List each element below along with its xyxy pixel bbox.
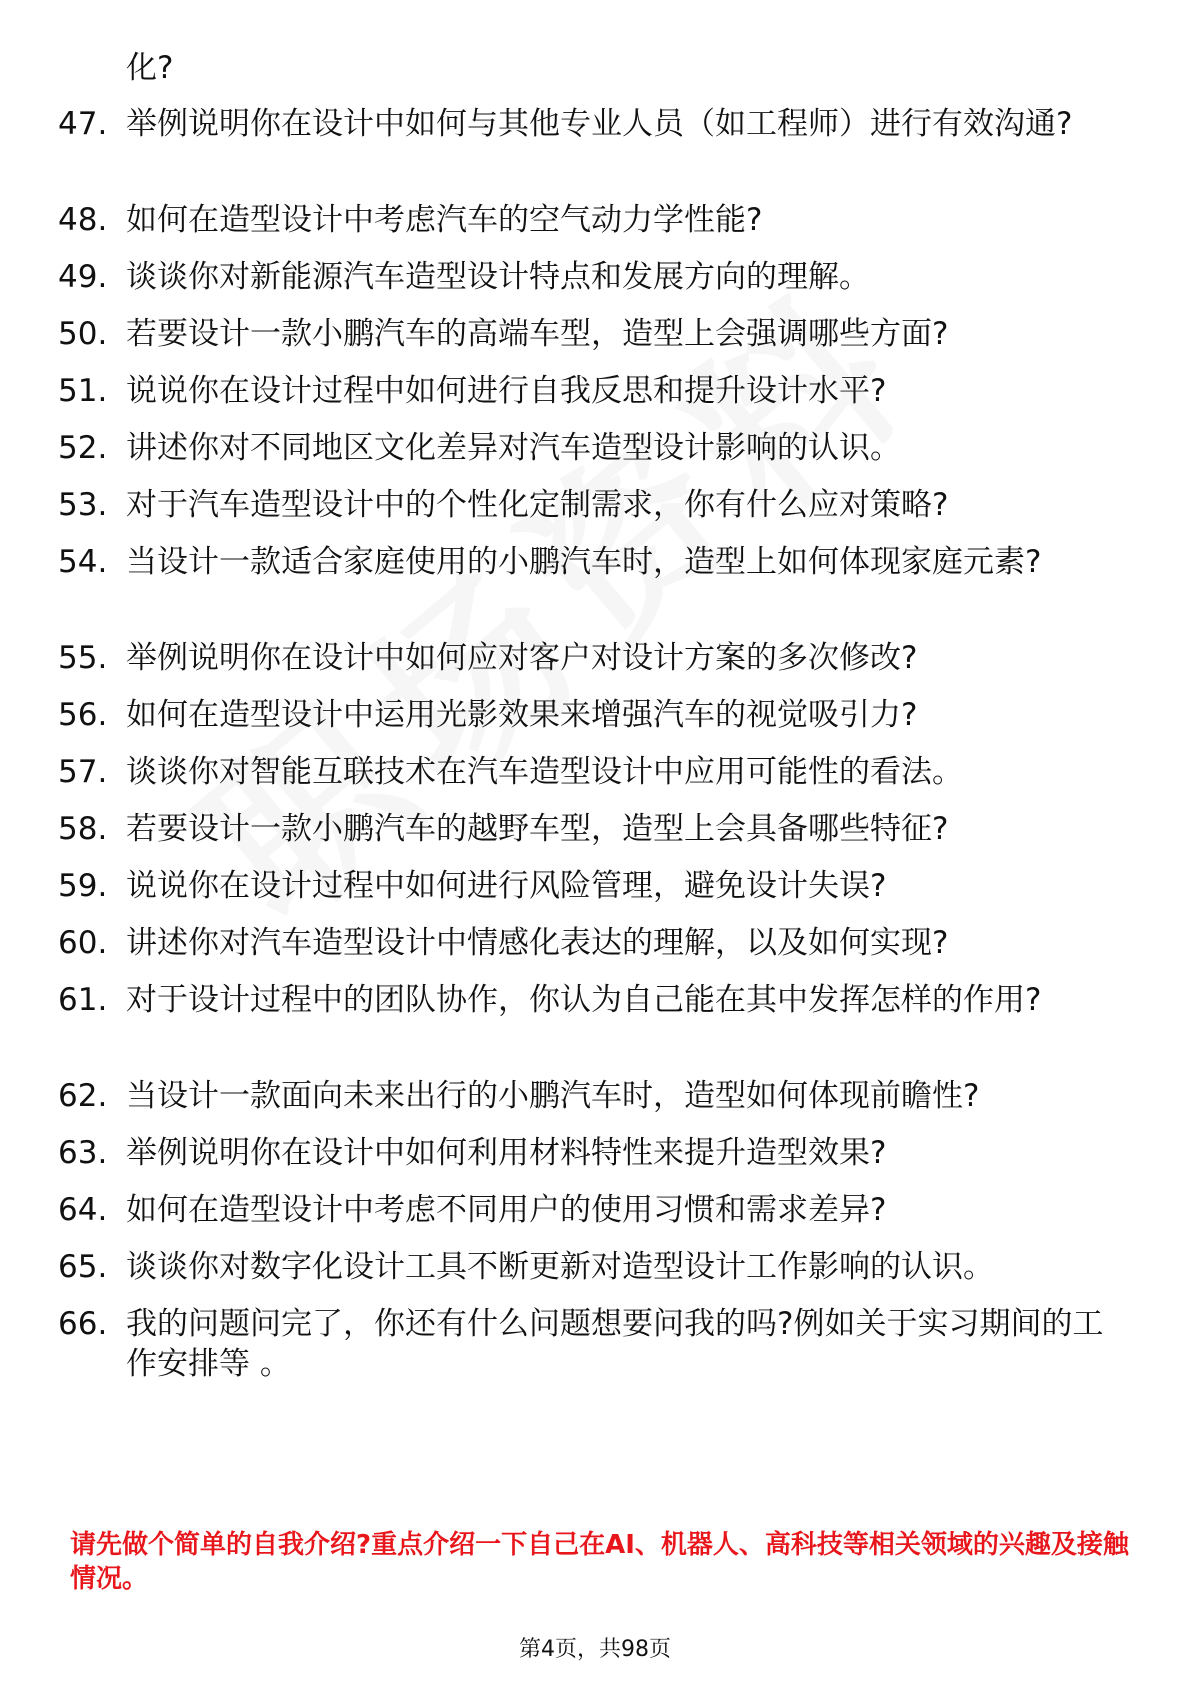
- question-text: 谈谈你对智能互联技术在汽车造型设计中应用可能性的看法。: [126, 754, 963, 790]
- question-text: 说说你在设计过程中如何进行风险管理，避免设计失误?: [126, 868, 887, 904]
- question-text: 举例说明你在设计中如何与其他专业人员（如工程师）进行有效沟通?: [126, 106, 1073, 142]
- question-continuation: 化?: [126, 50, 174, 86]
- question-text: 如何在造型设计中考虑不同用户的使用习惯和需求差异?: [126, 1192, 887, 1228]
- question-number: 50.: [58, 316, 108, 352]
- question-text: 讲述你对不同地区文化差异对汽车造型设计影响的认识。: [126, 430, 901, 466]
- question-number: 47.: [58, 106, 108, 142]
- question-number: 58.: [58, 811, 108, 847]
- question-text: 如何在造型设计中运用光影效果来增强汽车的视觉吸引力?: [126, 697, 918, 733]
- question-number: 53.: [58, 487, 108, 523]
- question-text: 讲述你对汽车造型设计中情感化表达的理解，以及如何实现?: [126, 925, 949, 961]
- question-number: 66.: [58, 1306, 108, 1342]
- question-text: 谈谈你对数字化设计工具不断更新对造型设计工作影响的认识。: [126, 1249, 994, 1285]
- question-text: 举例说明你在设计中如何应对客户对设计方案的多次修改?: [126, 640, 918, 676]
- question-number: 63.: [58, 1135, 108, 1171]
- question-text: 当设计一款面向未来出行的小鹏汽车时，造型如何体现前瞻性?: [126, 1078, 980, 1114]
- question-number: 49.: [58, 259, 108, 295]
- question-text: 若要设计一款小鹏汽车的越野车型，造型上会具备哪些特征?: [126, 811, 949, 847]
- question-number: 55.: [58, 640, 108, 676]
- question-text: 如何在造型设计中考虑汽车的空气动力学性能?: [126, 202, 763, 238]
- question-number: 52.: [58, 430, 108, 466]
- question-number: 54.: [58, 544, 108, 580]
- question-number: 62.: [58, 1078, 108, 1114]
- question-text: 若要设计一款小鹏汽车的高端车型，造型上会强调哪些方面?: [126, 316, 949, 352]
- question-number: 57.: [58, 754, 108, 790]
- question-number: 61.: [58, 982, 108, 1018]
- question-number: 59.: [58, 868, 108, 904]
- question-text: 说说你在设计过程中如何进行自我反思和提升设计水平?: [126, 373, 887, 409]
- highlighted-question: 请先做个简单的自我介绍?重点介绍一下自己在AI、机器人、高科技等相关领域的兴趣及接触情况。: [70, 1530, 1129, 1594]
- question-text: 谈谈你对新能源汽车造型设计特点和发展方向的理解。: [126, 259, 870, 295]
- question-number: 51.: [58, 373, 108, 409]
- question-number: 56.: [58, 697, 108, 733]
- question-text: 当设计一款适合家庭使用的小鹏汽车时，造型上如何体现家庭元素?: [126, 544, 1042, 580]
- question-text: 对于设计过程中的团队协作，你认为自己能在其中发挥怎样的作用?: [126, 982, 1042, 1018]
- question-number: 60.: [58, 925, 108, 961]
- question-number: 64.: [58, 1192, 108, 1228]
- question-text: 举例说明你在设计中如何利用材料特性来提升造型效果?: [126, 1135, 887, 1171]
- question-number: 65.: [58, 1249, 108, 1285]
- question-text: 对于汽车造型设计中的个性化定制需求，你有什么应对策略?: [126, 487, 949, 523]
- question-text: 我的问题问完了，你还有什么问题想要问我的吗?例如关于实习期间的工作安排等 。: [126, 1306, 1104, 1382]
- page-footer: 第4页，共98页: [519, 1637, 671, 1662]
- question-number: 48.: [58, 202, 108, 238]
